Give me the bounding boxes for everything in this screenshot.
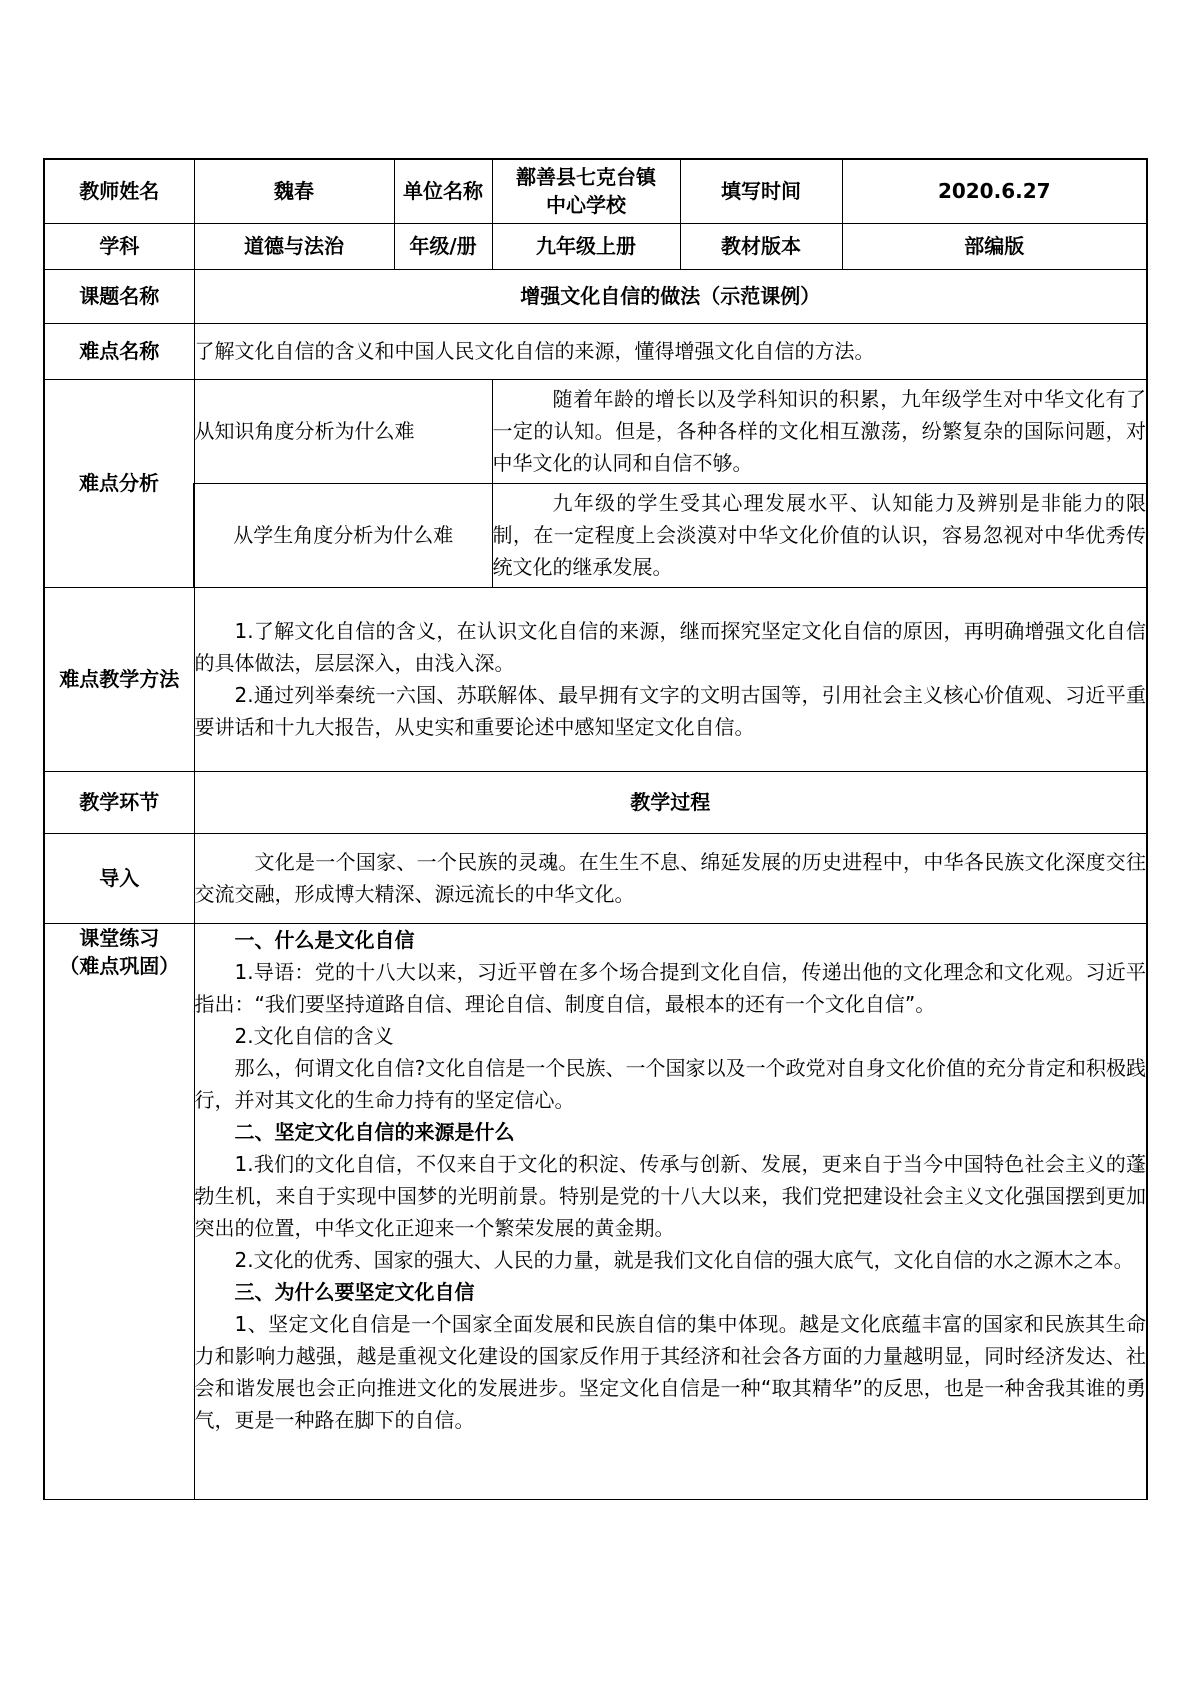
practice-text xyxy=(194,923,1147,1499)
knowledge-angle-paragraph: 随着年龄的增长以及学科知识的积累，九年级学生对中华文化有了一定的认知。但是，各种各样的文化相互激荡，纷繁复杂的国际问题，对中华文化的认同和自信不够。 xyxy=(492,387,1146,475)
practice-paragraph-6: 1、坚定文化自信是一个国家全面发展和民族自信的集中体现。越是文化底蕴丰富的国家和民族其生命力和影响力越强，越是重视文化建设的国家反作用于其经济和社会各方面的力量越明显，同时经济发达、社会和谐发展也会正向推进文化的发展进步。坚定文化自信是一种“取其精华”的反思，也是一种舍我其谁的勇气，更是一种路在脚下的自信。 xyxy=(194,1311,1146,1432)
unit-value-line2: 中心学校 xyxy=(546,193,626,218)
practice-paragraph-3: 那么，何谓文化自信?文化自信是一个民族、一个国家以及一个政党对自身文化价值的充分肯定和积极践行，并对其文化的生命力持有的坚定信心。 xyxy=(194,1055,1146,1112)
method-row xyxy=(44,587,1147,771)
practice-label xyxy=(44,923,194,1499)
unit-label: 单位名称 xyxy=(394,159,492,223)
student-angle-label: 从学生角度分析为什么难 xyxy=(194,483,492,587)
topic-row xyxy=(44,269,1147,323)
info-row-1 xyxy=(44,159,1147,223)
method-paragraph-2: 2.通过列举秦统一六国、苏联解体、最早拥有文字的文明古国等，引用社会主义核心价值观、习近平重要讲话和十九大报告，从史实和重要论述中感知坚定文化自信。 xyxy=(194,683,1146,739)
knowledge-angle-text xyxy=(492,379,1147,483)
practice-heading-3: 三、为什么要坚定文化自信 xyxy=(234,1279,475,1304)
method-label: 难点教学方法 xyxy=(44,587,194,771)
grade-label: 年级/册 xyxy=(394,223,492,269)
practice-paragraph-2: 2.文化自信的含义 xyxy=(234,1023,394,1048)
practice-paragraph-4: 1.我们的文化自信，不仅来自于文化的积淀、传承与创新、发展，更来自于当今中国特色社会主义的蓬勃生机，来自于实现中国梦的光明前景。特别是党的十八大以来，我们党把建设社会主义文化强国摆到更加突出的位置，中华文化正迎来一个繁荣发展的黄金期。 xyxy=(194,1151,1146,1240)
grade-value: 九年级上册 xyxy=(492,223,680,269)
teacher-value: 魏春 xyxy=(194,159,394,223)
topic-value: 增强文化自信的做法（示范课例） xyxy=(194,269,1147,323)
info-row-2 xyxy=(44,223,1147,269)
teacher-label: 教师姓名 xyxy=(44,159,194,223)
practice-paragraph-1: 1.导语：党的十八大以来，习近平曾在多个场合提到文化自信，传递出他的文化理念和文化观。习近平指出：“我们要坚持道路自信、理论自信、制度自信，最根本的还有一个文化自信”。 xyxy=(194,959,1146,1016)
edition-label: 教材版本 xyxy=(680,223,842,269)
student-angle-text xyxy=(492,483,1147,587)
student-angle-paragraph: 九年级的学生受其心理发展水平、认知能力及辨别是非能力的限制，在一定程度上会淡漠对中华文化价值的认识，容易忽视对中华优秀传统文化的继承发展。 xyxy=(492,491,1146,579)
process-label: 教学环节 xyxy=(44,771,194,833)
lesson-form-table xyxy=(43,158,1148,1500)
unit-value-line1: 鄯善县七克台镇 xyxy=(516,165,656,190)
analysis-row-student xyxy=(44,483,1147,587)
unit-value xyxy=(492,159,680,223)
knowledge-angle-label: 从知识角度分析为什么难 xyxy=(194,379,492,483)
difficulty-label: 难点名称 xyxy=(44,323,194,379)
practice-label-line1: 课堂练习 xyxy=(79,925,160,950)
analysis-label: 难点分析 xyxy=(44,379,194,587)
intro-row xyxy=(44,833,1147,923)
subject-label: 学科 xyxy=(44,223,194,269)
intro-text xyxy=(194,833,1147,923)
practice-label-line2: （难点巩固） xyxy=(59,953,180,978)
subject-value: 道德与法治 xyxy=(194,223,394,269)
practice-heading-1: 一、什么是文化自信 xyxy=(234,927,415,952)
practice-heading-2: 二、坚定文化自信的来源是什么 xyxy=(234,1119,515,1144)
practice-paragraph-5: 2.文化的优秀、国家的强大、人民的力量，就是我们文化自信的强大底气，文化自信的水之源木之本。 xyxy=(234,1247,1134,1272)
difficulty-value: 了解文化自信的含义和中国人民文化自信的来源，懂得增强文化自信的方法。 xyxy=(194,323,1147,379)
date-label: 填写时间 xyxy=(680,159,842,223)
process-value: 教学过程 xyxy=(194,771,1147,833)
topic-label: 课题名称 xyxy=(44,269,194,323)
intro-label: 导入 xyxy=(44,833,194,923)
process-row xyxy=(44,771,1147,833)
practice-row xyxy=(44,923,1147,1499)
date-value: 2020.6.27 xyxy=(842,159,1147,223)
difficulty-row xyxy=(44,323,1147,379)
method-paragraph-1: 1.了解文化自信的含义，在认识文化自信的来源，继而探究坚定文化自信的原因，再明确增强文化自信的具体做法，层层深入，由浅入深。 xyxy=(194,619,1146,675)
analysis-row-knowledge xyxy=(44,379,1147,483)
edition-value: 部编版 xyxy=(842,223,1147,269)
method-text xyxy=(194,587,1147,771)
intro-paragraph: 文化是一个国家、一个民族的灵魂。在生生不息、绵延发展的历史进程中，中华各民族文化深度交往交流交融，形成博大精深、源远流长的中华文化。 xyxy=(194,850,1146,906)
